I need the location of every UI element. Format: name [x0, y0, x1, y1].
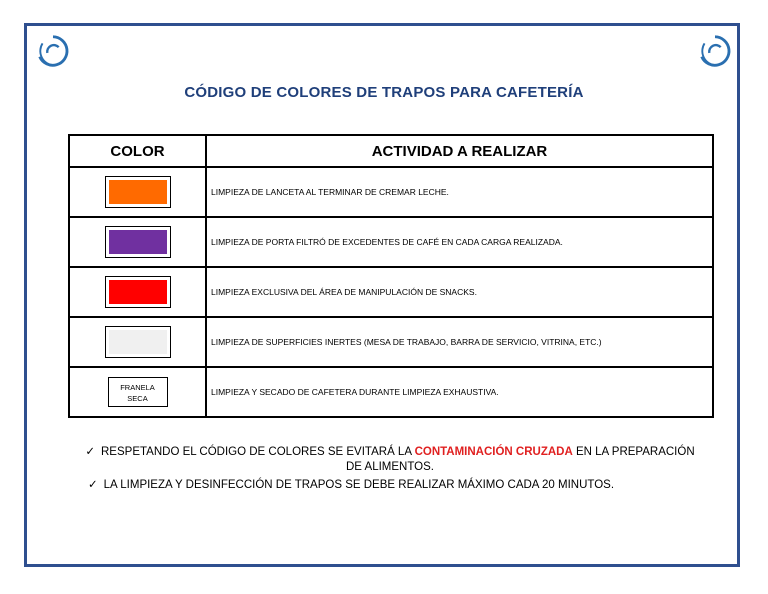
- color-cell: [69, 167, 206, 217]
- activity-text: LIMPIEZA Y SECADO DE CAFETERA DURANTE LIMPIEZA EXHAUSTIVA.: [206, 367, 713, 417]
- page-title: CÓDIGO DE COLORES DE TRAPOS PARA CAFETERÍA: [184, 84, 584, 101]
- note1-text-after: EN LA PREPARACIÓN DE ALIMENTOS.: [346, 446, 695, 473]
- note1-highlight: CONTAMINACIÓN CRUZADA: [414, 446, 573, 458]
- color-cell: [69, 217, 206, 267]
- white-swatch: [109, 330, 167, 354]
- red-swatch: [109, 280, 167, 304]
- purple-swatch: [109, 230, 167, 254]
- header-color: COLOR: [69, 135, 206, 167]
- swatch-frame: [105, 326, 171, 358]
- header-activity: ACTIVIDAD A REALIZAR: [206, 135, 713, 167]
- activity-text: LIMPIEZA DE LANCETA AL TERMINAR DE CREMAR LECHE.: [206, 167, 713, 217]
- franela-label-line2: SECA: [127, 394, 148, 403]
- table-row: [69, 167, 713, 217]
- note-cross-contamination: [70, 444, 710, 475]
- activity-text: LIMPIEZA EXCLUSIVA DEL ÁREA DE MANIPULACIÓN DE SNACKS.: [206, 267, 713, 317]
- note-frequency: [70, 477, 710, 491]
- checkmark-icon: ✓: [88, 477, 98, 491]
- table-row: [69, 217, 713, 267]
- swatch-frame: [105, 226, 171, 258]
- checkmark-icon: ✓: [85, 444, 95, 458]
- notes: [70, 444, 710, 491]
- swirl-logo-icon: [34, 32, 72, 70]
- activity-text: LIMPIEZA DE PORTA FILTRÓ DE EXCEDENTES DE CAFÉ EN CADA CARGA REALIZADA.: [206, 217, 713, 267]
- color-cell: [69, 267, 206, 317]
- franela-seca-label: [108, 377, 168, 407]
- table-row: [69, 317, 713, 367]
- table-row: [69, 367, 713, 417]
- color-cell: [69, 317, 206, 367]
- activity-text: LIMPIEZA DE SUPERFICIES INERTES (MESA DE TRABAJO, BARRA DE SERVICIO, VITRINA, ETC.): [206, 317, 713, 367]
- note1-text-before: RESPETANDO EL CÓDIGO DE COLORES SE EVITARÁ LA: [101, 446, 415, 458]
- table-header-row: [69, 135, 713, 167]
- orange-swatch: [109, 180, 167, 204]
- table-row: [69, 267, 713, 317]
- color-code-table: [68, 134, 714, 418]
- franela-label-line1: FRANELA: [120, 383, 155, 392]
- swatch-frame: [105, 176, 171, 208]
- swirl-logo-icon: [696, 32, 734, 70]
- swatch-frame: [105, 276, 171, 308]
- color-cell: [69, 367, 206, 417]
- note2-text: LA LIMPIEZA Y DESINFECCIÓN DE TRAPOS SE DEBE REALIZAR MÁXIMO CADA 20 MINUTOS.: [103, 479, 615, 491]
